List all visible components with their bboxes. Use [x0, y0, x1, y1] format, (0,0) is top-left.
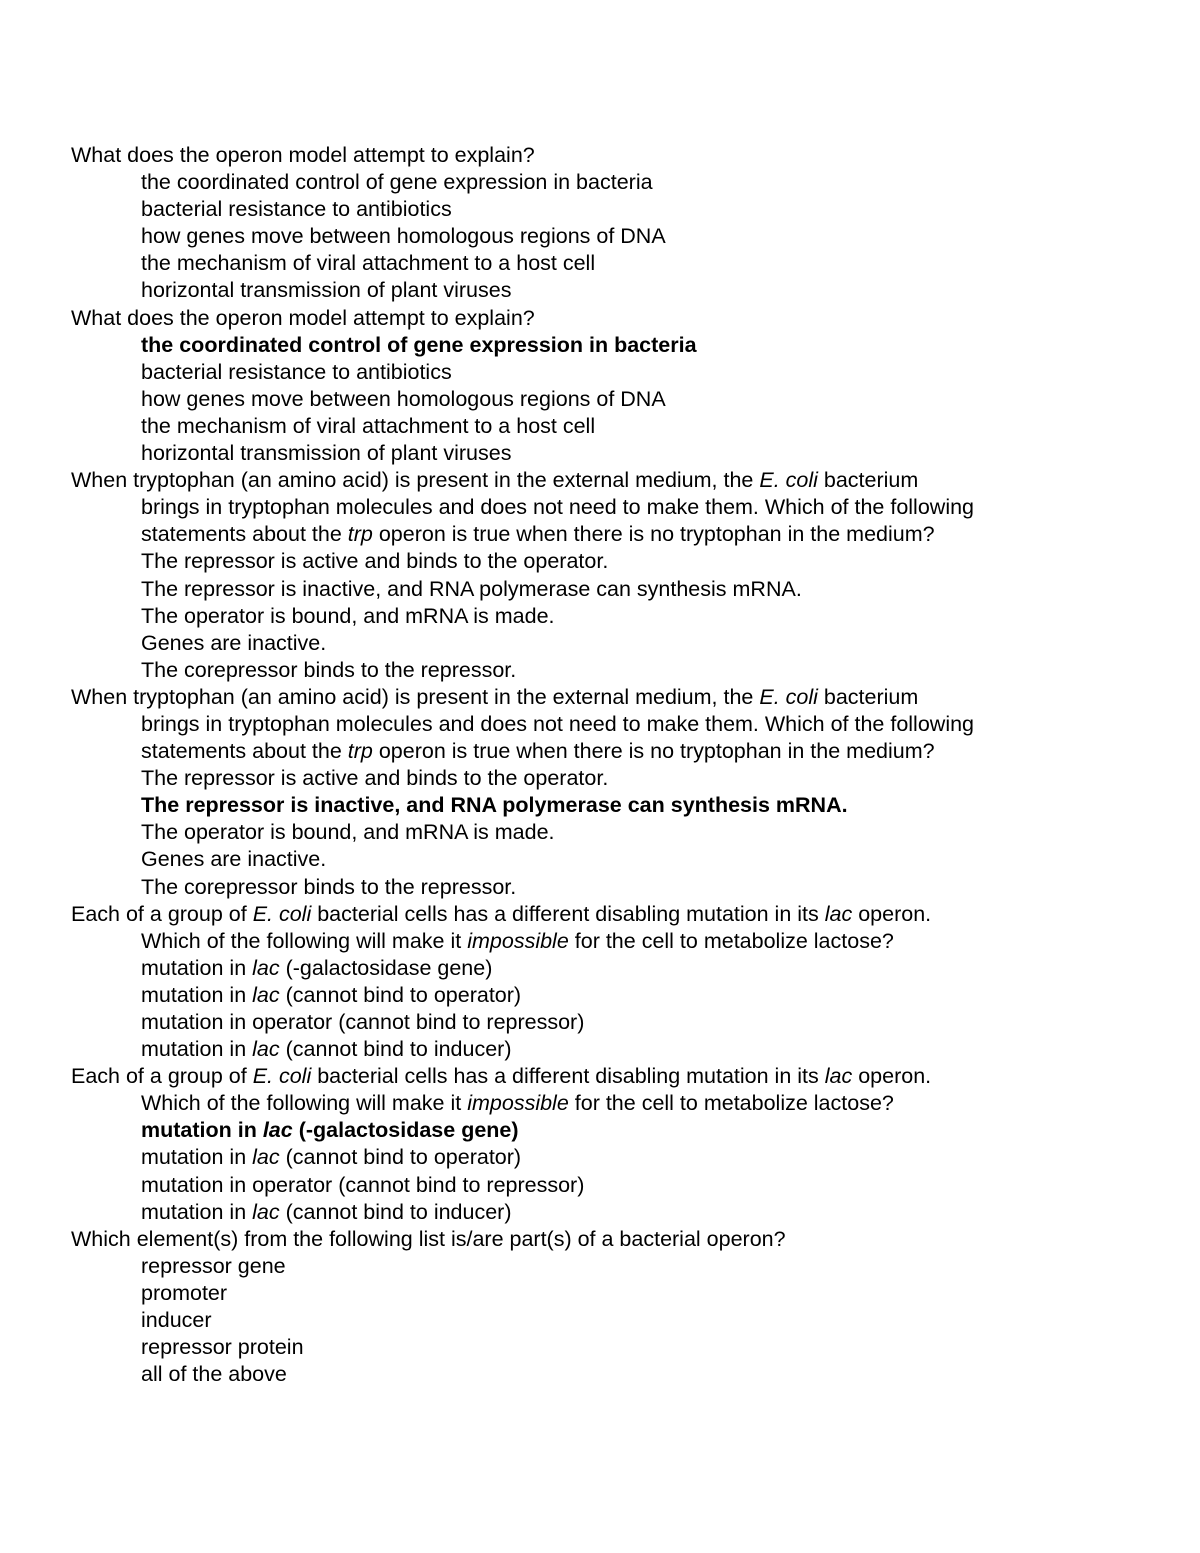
- italic-term: E. coli: [252, 1064, 312, 1089]
- answer-option: [71, 1144, 1151, 1171]
- italic-term: lac: [252, 1199, 280, 1224]
- text-run: bacterium: [817, 468, 919, 493]
- question-stem-line: [71, 1226, 1151, 1253]
- question-stem-line: [71, 901, 1151, 928]
- answer-option: [71, 630, 1151, 657]
- text-run: mutation in operator (cannot bind to repressor): [141, 1172, 585, 1197]
- answer-option: [71, 765, 1151, 792]
- text-run: (cannot bind to operator): [279, 982, 522, 1007]
- text-run: statements about the: [141, 522, 348, 547]
- text-run: mutation in operator (cannot bind to repressor): [141, 1010, 585, 1034]
- answer-option: [71, 1307, 1151, 1334]
- text-run: for the cell to metabolize lactose?: [568, 928, 894, 953]
- text-run: mutation in: [141, 1145, 253, 1170]
- correct-answer-option: [71, 332, 1151, 359]
- text-run: The operator is bound, and mRNA is made.: [141, 603, 555, 628]
- text-run: operon.: [852, 901, 932, 926]
- text-run: bacterial resistance to antibiotics: [141, 197, 452, 222]
- text-run: the coordinated control of gene expression in bacteria: [141, 170, 653, 195]
- answer-option: [71, 874, 1151, 901]
- answer-option: [71, 386, 1151, 413]
- text-run: bacterial cells has a different disabling mutation in its: [311, 1064, 825, 1089]
- answer-option: [71, 169, 1151, 196]
- question-stem-line: [71, 1090, 1151, 1117]
- text-run: The corepressor binds to the repressor.: [141, 657, 517, 682]
- text-run: repressor gene: [141, 1253, 286, 1278]
- text-run: repressor protein: [141, 1335, 304, 1360]
- italic-term: lac: [252, 955, 280, 980]
- correct-answer-option: [71, 1117, 1151, 1144]
- answer-option: [71, 982, 1151, 1009]
- italic-term: trp: [347, 739, 373, 764]
- text-run: statements about the: [141, 739, 348, 764]
- text-run: horizontal transmission of plant viruses: [141, 441, 512, 466]
- italic-term: E. coli: [252, 901, 312, 926]
- italic-term: lac: [824, 901, 853, 926]
- answer-option: [71, 548, 1151, 575]
- text-run: Which of the following will make it: [141, 1091, 468, 1116]
- question-stem-line: [71, 738, 1151, 765]
- answer-option: [71, 1036, 1151, 1063]
- text-run: operon.: [852, 1064, 932, 1089]
- answer-option: [71, 1199, 1151, 1226]
- text-run: The corepressor binds to the repressor.: [141, 874, 517, 899]
- text-run: operon is true when there is no tryptophan in the medium?: [372, 739, 935, 764]
- question-stem-line: [71, 467, 1151, 494]
- text-run: the coordinated control of gene expression in bacteria: [141, 332, 697, 357]
- text-run: brings in tryptophan molecules and does not need to make them. Which of the following: [141, 711, 975, 736]
- italic-term: lac: [252, 1037, 280, 1062]
- text-run: the mechanism of viral attachment to a host cell: [141, 413, 596, 438]
- text-run: operon is true when there is no tryptophan in the medium?: [372, 522, 935, 547]
- answer-option: [71, 603, 1151, 630]
- text-run: Which element(s) from the following list is/are part(s) of a bacterial operon?: [71, 1226, 786, 1251]
- answer-option: [71, 413, 1151, 440]
- italic-term: lac: [262, 1118, 293, 1143]
- text-run: When tryptophan (an amino acid) is present in the external medium, the: [71, 468, 760, 493]
- answer-option: [71, 576, 1151, 603]
- italic-term: E. coli: [759, 684, 818, 709]
- italic-term: impossible: [467, 928, 569, 953]
- italic-term: impossible: [467, 1091, 569, 1116]
- answer-option: [71, 1334, 1151, 1361]
- text-run: the mechanism of viral attachment to a host cell: [141, 251, 596, 276]
- answer-option: [71, 1361, 1151, 1388]
- text-run: What does the operon model attempt to explain?: [71, 143, 535, 167]
- text-run: (-galactosidase gene): [292, 1118, 519, 1143]
- question-stem-line: [71, 305, 1151, 332]
- italic-term: lac: [252, 1145, 280, 1170]
- answer-option: [71, 1280, 1151, 1307]
- text-run: all of the above: [141, 1362, 287, 1387]
- text-run: Each of a group of: [71, 1064, 253, 1089]
- text-run: What does the operon model attempt to explain?: [71, 305, 535, 330]
- italic-term: lac: [824, 1064, 853, 1089]
- text-run: brings in tryptophan molecules and does not need to make them. Which of the following: [141, 495, 975, 520]
- italic-term: trp: [347, 522, 373, 547]
- question-stem-line: [71, 684, 1151, 711]
- text-run: inducer: [141, 1308, 212, 1333]
- document-body: [71, 142, 1151, 1388]
- text-run: Each of a group of: [71, 901, 253, 926]
- text-run: mutation in: [141, 1199, 253, 1224]
- question-stem-line: [71, 142, 1151, 169]
- italic-term: lac: [252, 982, 280, 1007]
- text-run: horizontal transmission of plant viruses: [141, 278, 512, 303]
- question-stem-line: [71, 928, 1151, 955]
- question-stem-line: [71, 1063, 1151, 1090]
- text-run: mutation in: [141, 1118, 263, 1143]
- text-run: Genes are inactive.: [141, 630, 327, 655]
- text-run: (cannot bind to inducer): [279, 1199, 512, 1224]
- answer-option: [71, 955, 1151, 982]
- text-run: (-galactosidase gene): [279, 955, 493, 980]
- text-run: mutation in: [141, 982, 253, 1007]
- text-run: The repressor is inactive, and RNA polymerase can synthesis mRNA.: [141, 793, 848, 818]
- answer-option: [71, 250, 1151, 277]
- text-run: bacterial resistance to antibiotics: [141, 359, 452, 384]
- text-run: Genes are inactive.: [141, 847, 327, 872]
- text-run: The repressor is active and binds to the operator.: [141, 766, 609, 791]
- text-run: mutation in: [141, 1037, 253, 1062]
- text-run: how genes move between homologous regions of DNA: [141, 386, 666, 411]
- answer-option: [71, 1172, 1151, 1199]
- answer-option: [71, 1009, 1151, 1036]
- text-run: The repressor is inactive, and RNA polymerase can synthesis mRNA.: [141, 576, 802, 601]
- text-run: mutation in: [141, 955, 253, 980]
- text-run: (cannot bind to inducer): [279, 1037, 512, 1062]
- italic-term: E. coli: [759, 468, 818, 493]
- answer-option: [71, 440, 1151, 467]
- question-stem-line: [71, 494, 1151, 521]
- answer-option: [71, 359, 1151, 386]
- text-run: bacterium: [817, 684, 919, 709]
- text-run: The operator is bound, and mRNA is made.: [141, 820, 555, 845]
- text-run: Which of the following will make it: [141, 928, 468, 953]
- answer-option: [71, 196, 1151, 223]
- answer-option: [71, 657, 1151, 684]
- text-run: promoter: [141, 1280, 228, 1305]
- text-run: for the cell to metabolize lactose?: [568, 1091, 894, 1116]
- text-run: bacterial cells has a different disabling mutation in its: [311, 901, 825, 926]
- text-run: how genes move between homologous regions of DNA: [141, 224, 666, 249]
- text-run: The repressor is active and binds to the operator.: [141, 549, 609, 574]
- question-stem-line: [71, 711, 1151, 738]
- answer-option: [71, 277, 1151, 304]
- answer-option: [71, 1253, 1151, 1280]
- answer-option: [71, 846, 1151, 873]
- text-run: When tryptophan (an amino acid) is present in the external medium, the: [71, 684, 760, 709]
- answer-option: [71, 223, 1151, 250]
- text-run: (cannot bind to operator): [279, 1145, 522, 1170]
- answer-option: [71, 819, 1151, 846]
- correct-answer-option: [71, 792, 1151, 819]
- question-stem-line: [71, 521, 1151, 548]
